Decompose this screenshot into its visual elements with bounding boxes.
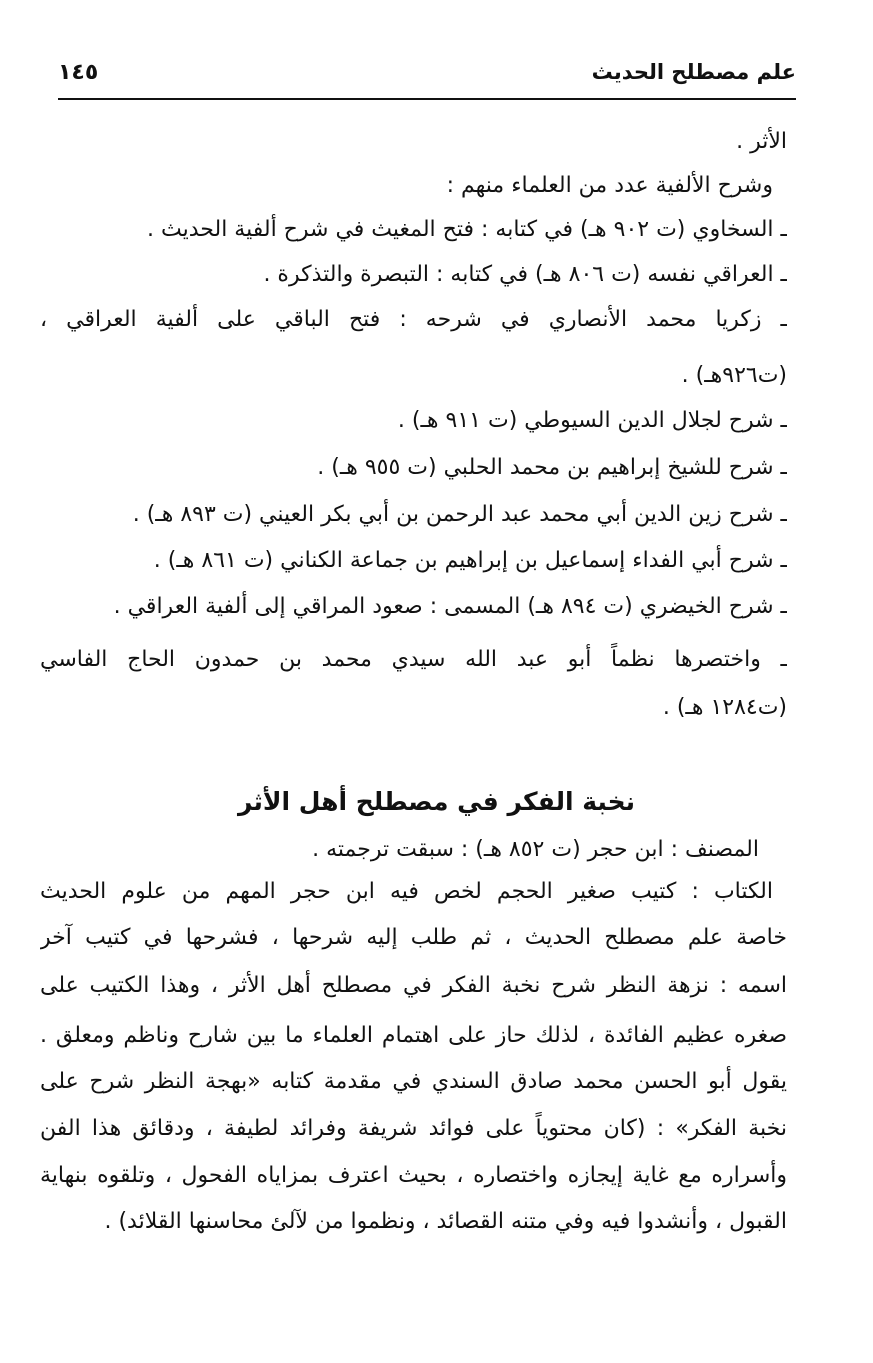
paragraph-line: يقول أبو الحسن محمد صادق السندي في مقدمة كتابه «بهجة النظر شرح على (40, 1069, 787, 1094)
list-item: ـ واختصرها نظماً أبو عبد الله سيدي محمد بن حمدون الحاج الفاسي (40, 647, 787, 672)
list-item: ـ شرح أبي الفداء إسماعيل بن إبراهيم بن جماعة الكناني (ت ٨٦١ هـ) . (153, 548, 787, 573)
list-item: ـ شرح زين الدين أبي محمد عبد الرحمن بن أبي بكر العيني (ت ٨٩٣ هـ) . (132, 502, 787, 527)
list-item: ـ شرح لجلال الدين السيوطي (ت ٩١١ هـ) . (397, 408, 787, 433)
page-number: ١٤٥ (58, 60, 99, 85)
paragraph-line: وأسراره مع غاية إيجازه واختصاره ، بحيث اعترف بمزاياه الفحول ، وتلقوه بنهاية (40, 1163, 787, 1188)
paragraph-line: الكتاب : كتيب صغير الحجم لخص فيه ابن حجر المهم من علوم الحديث (40, 879, 773, 904)
paragraph-line: نخبة الفكر» : (كان محتوياً على فوائد شريفة وفرائد لطيفة ، ودقائق هذا الفن (40, 1116, 787, 1141)
list-item: ـ السخاوي (ت ٩٠٢ هـ) في كتابه : فتح المغيث في شرح ألفية الحديث . (147, 217, 787, 242)
paragraph-line: القبول ، وأنشدوا فيه وفي متنه القصائد ، ونظموا من لآلئ محاسنها القلائد) . (104, 1209, 787, 1234)
paragraph-line: اسمه : نزهة النظر شرح نخبة الفكر في مصطلح أهل الأثر ، وهذا الكتيب على (40, 973, 787, 998)
list-item: ـ زكريا محمد الأنصاري في شرحه : فتح الباقي على ألفية العراقي ، (40, 307, 787, 332)
list-item: ـ العراقي نفسه (ت ٨٠٦ هـ) في كتابه : التبصرة والتذكرة . (263, 262, 787, 287)
paragraph-line: خاصة علم مصطلح الحديث ، ثم طلب إليه شرحها ، فشرحها في كتيب آخر (40, 925, 787, 950)
text-line: المصنف : ابن حجر (ت ٨٥٢ هـ) : سبقت ترجمته . (312, 837, 759, 862)
text-line: (ت١٢٨٤ هـ) . (662, 695, 787, 720)
paragraph-line: صغره عظيم الفائدة ، لذلك حاز على اهتمام العلماء ما بين شارح وناظم ومعلق . (40, 1023, 787, 1048)
text-line: الأثر . (736, 129, 787, 154)
page-header (58, 58, 796, 100)
text-line: وشرح الألفية عدد من العلماء منهم : (446, 173, 773, 198)
text-line: (ت٩٢٦هـ) . (681, 363, 787, 388)
list-item: ـ شرح الخيضري (ت ٨٩٤ هـ) المسمى : صعود المراقي إلى ألفية العراقي . (113, 594, 787, 619)
section-heading: نخبة الفكر في مصطلح أهل الأثر (237, 787, 636, 816)
running-title: علم مصطلح الحديث (591, 60, 796, 84)
list-item: ـ شرح للشيخ إبراهيم بن محمد الحلبي (ت ٩٥٥ هـ) . (317, 455, 787, 480)
